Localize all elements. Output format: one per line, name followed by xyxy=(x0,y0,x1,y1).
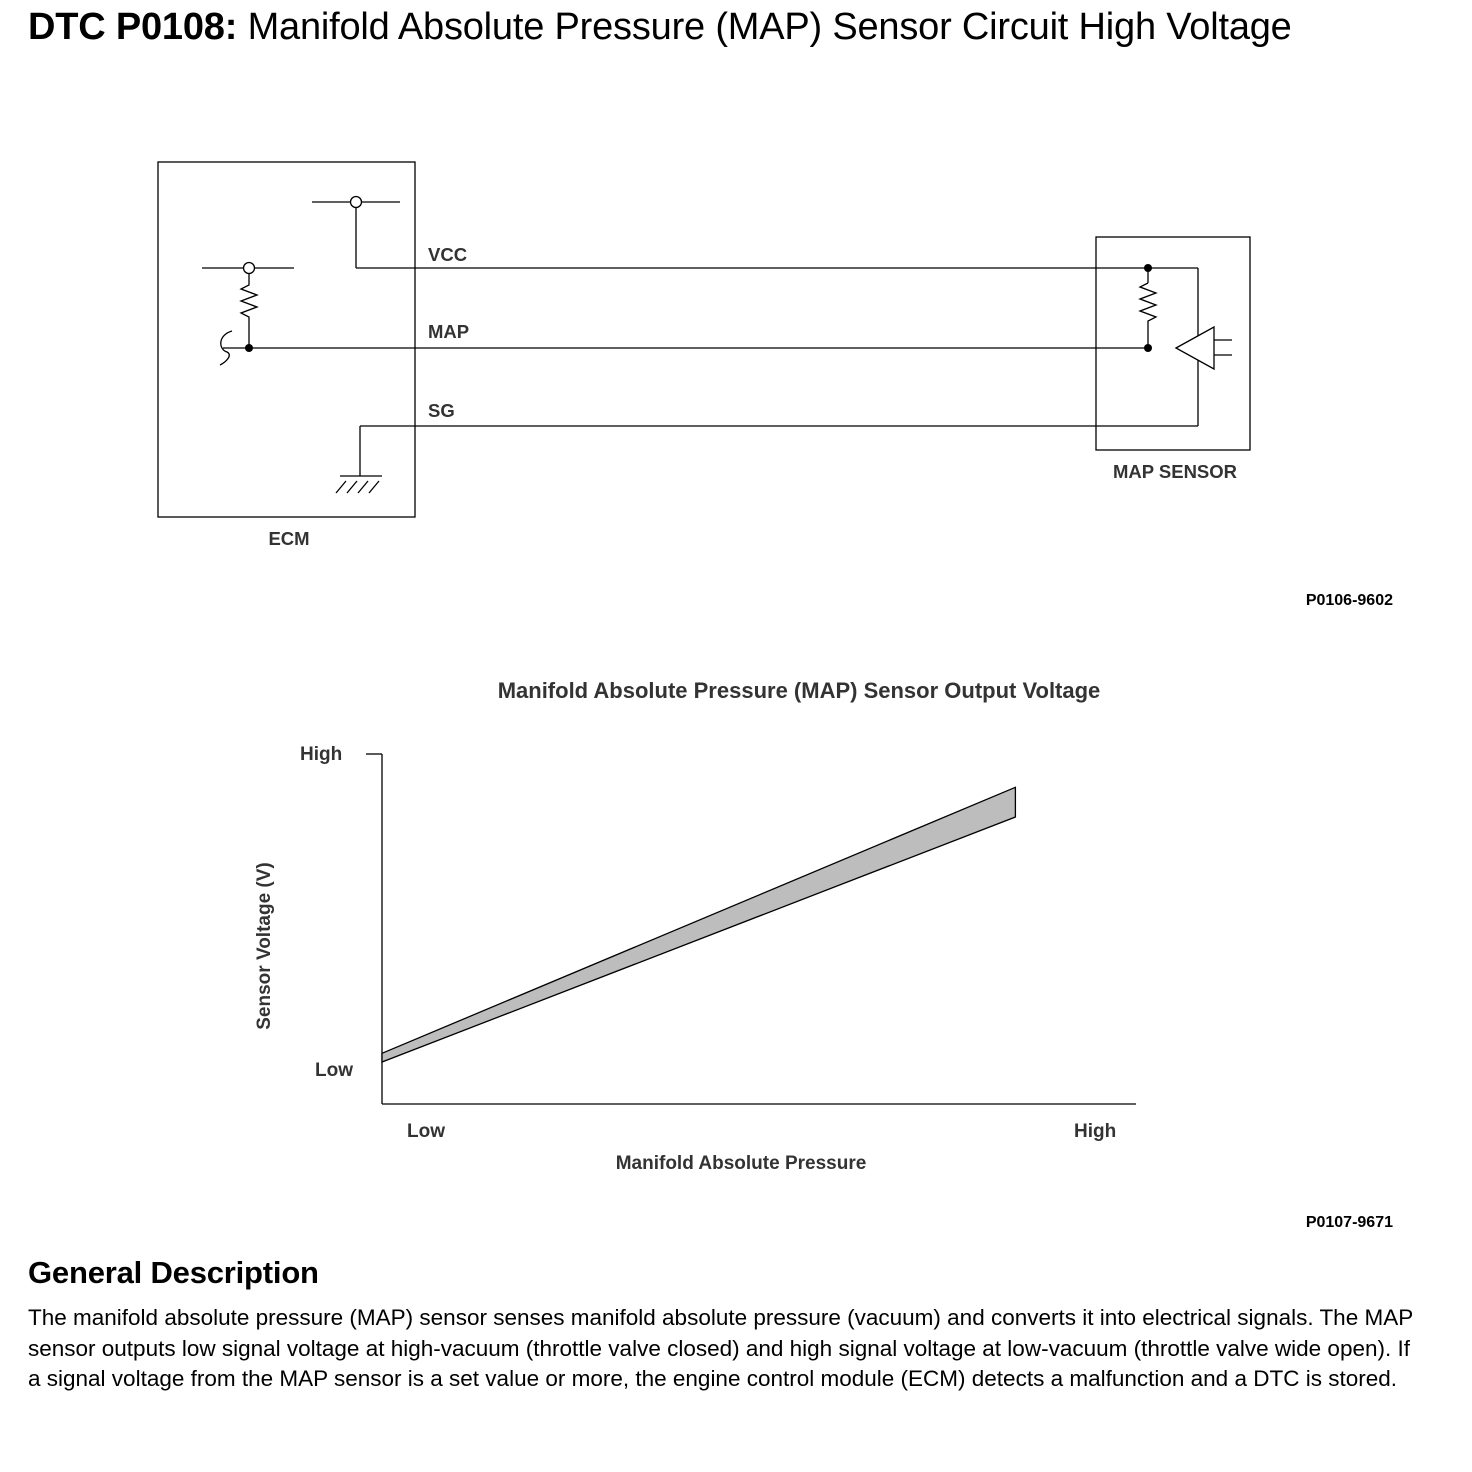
circuit-diagram xyxy=(0,0,1472,620)
wire-label-vcc: VCC xyxy=(428,244,468,265)
sensor-vcc-junction xyxy=(1144,264,1152,272)
y-axis-label: Sensor Voltage (V) xyxy=(254,862,275,1030)
sensor-resistor xyxy=(1140,283,1156,348)
ecm-pullup-resistor xyxy=(241,274,257,349)
x-tick-low: Low xyxy=(407,1121,445,1142)
title-separator: : xyxy=(224,6,238,48)
sensor-map-junction xyxy=(1144,344,1152,352)
ecm-box xyxy=(158,162,415,517)
description-paragraph: The manifold absolute pressure (MAP) sensor senses manifold absolute pressure (vacuum) and converts it into electrical signals. The MAP sensor outputs low signal voltage at high-vacuum (throttle valve closed) and high signal voltage at low-vacuum (throttle valve wide open). If a signal voltage from the MAP sensor is a set value or more, the engine control module (ECM) detects a malfunction and a DTC is stored. xyxy=(28,1305,1413,1391)
ecm-label: ECM xyxy=(268,528,310,549)
map-sensor-box xyxy=(1096,237,1250,450)
map-sensor-label: MAP SENSOR xyxy=(1112,461,1238,482)
wire-label-map: MAP xyxy=(428,321,470,342)
ecm-vcc-terminal xyxy=(351,197,362,208)
chart-title: Manifold Absolute Pressure (MAP) Sensor Output Voltage xyxy=(497,678,1101,703)
sensor-amplifier xyxy=(1176,327,1214,369)
circuit-figure-id: P0106-9602 xyxy=(1305,592,1393,609)
y-tick-high: High xyxy=(300,744,343,765)
wire-label-sg: SG xyxy=(428,400,455,421)
chart-figure-id: P0107-9671 xyxy=(1305,1214,1393,1231)
ecm-map-junction xyxy=(245,344,253,352)
x-tick-high: High xyxy=(1074,1121,1117,1142)
y-tick-low: Low xyxy=(315,1060,353,1081)
section-heading: General Description xyxy=(28,1255,319,1290)
dtc-code: DTC P0108 xyxy=(28,6,225,48)
x-axis-label: Manifold Absolute Pressure xyxy=(615,1153,867,1174)
title-text: Manifold Absolute Pressure (MAP) Sensor Circuit High Voltage xyxy=(247,6,1292,48)
ecm-pullup-terminal xyxy=(244,263,255,274)
voltage-band xyxy=(382,787,1015,1062)
